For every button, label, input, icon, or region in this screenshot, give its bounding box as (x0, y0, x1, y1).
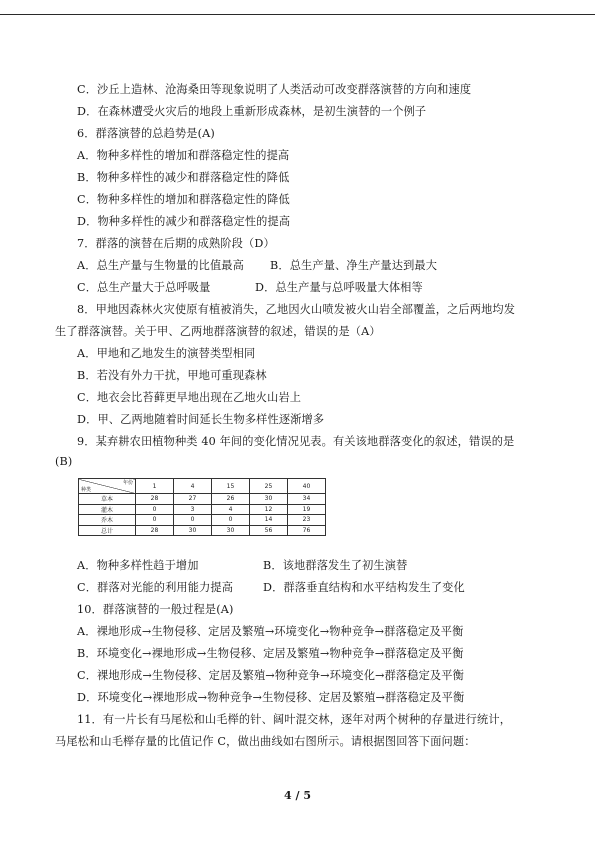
table-row (79, 504, 326, 515)
q7-option-d: D．总生产量与总呼吸量大体相等 (255, 281, 423, 294)
option-c-prev: C．沙丘上造林、沧海桑田等现象说明了人类活动可改变群落演替的方向和速度 (77, 83, 472, 96)
table-cell: 4 (212, 504, 250, 515)
q7-option-a: A．总生产量与生物量的比值最高 (77, 259, 244, 272)
year-cell: 4 (174, 479, 212, 494)
q10-option-b: B．环境变化→裸地形成→生物侵移、定居及繁殖→物种竞争→群落稳定及平衡 (77, 647, 464, 660)
question-11-line1: 11．有一片长有马尾松和山毛榉的针、阔叶混交林，逐年对两个树种的存量进行统计， (77, 713, 512, 726)
row-label: 灌木 (79, 504, 136, 515)
q10-option-a: A．裸地形成→生物侵移、定居及繁殖→环境变化→物种竞争→群落稳定及平衡 (77, 625, 464, 638)
row-label: 乔木 (79, 515, 136, 526)
table-cell: 30 (250, 494, 288, 505)
table-cell: 19 (288, 504, 326, 515)
question-10: 10．群落演替的一般过程是(A) (77, 603, 234, 616)
q9-option-d: D．群落垂直结构和水平结构发生了变化 (263, 581, 465, 594)
table-cell: 23 (288, 515, 326, 526)
table-row (79, 525, 326, 536)
option-d-prev: D．在森林遭受火灾后的地段上重新形成森林，是初生演替的一个例子 (77, 105, 427, 118)
row-label: 草本 (79, 494, 136, 505)
corner-label-year: 年份 (122, 480, 133, 486)
row-label: 总计 (79, 525, 136, 536)
q8-option-c: C．地衣会比苔藓更早地出现在乙地火山岩上 (77, 391, 302, 404)
table-row (79, 494, 326, 505)
year-cell: 40 (288, 479, 326, 494)
table-cell: 12 (250, 504, 288, 515)
q6-option-a: A．物种多样性的增加和群落稳定性的提高 (77, 149, 290, 162)
q10-option-d: D．环境变化→裸地形成→物种竞争→生物侵移、定居及繁殖→群落稳定及平衡 (77, 691, 465, 704)
question-9-line1: 9．某弃耕农田植物种类 40 年间的变化情况见表。有关该地群落变化的叙述，错误的是 (77, 435, 515, 448)
table-cell: 76 (288, 525, 326, 536)
question-9-line2: (B) (55, 455, 73, 468)
table-cell: 27 (174, 494, 212, 505)
question-8-line1: 8．甲地因森林火灾使原有植被消失，乙地因火山喷发被火山岩全部覆盖，之后两地均发 (77, 303, 516, 316)
q7-option-c: C．总生产量大于总呼吸量 (77, 281, 211, 294)
table-header-row (79, 479, 326, 494)
table-cell: 28 (136, 525, 174, 536)
table-row (79, 515, 326, 526)
table-cell: 14 (250, 515, 288, 526)
table-cell: 0 (136, 504, 174, 515)
page-number: 4 / 5 (284, 789, 311, 802)
question-6: 6．群落演替的总趋势是(A) (77, 127, 215, 140)
q8-option-d: D．甲、乙两地随着时间延长生物多样性逐渐增多 (77, 413, 325, 426)
table-cell: 30 (174, 525, 212, 536)
question-8-line2: 生了群落演替。关于甲、乙两地群落演替的叙述，错误的是（A） (55, 325, 381, 338)
table-cell: 56 (250, 525, 288, 536)
table-cell: 0 (212, 515, 250, 526)
table-cell: 34 (288, 494, 326, 505)
q10-option-c: C．裸地形成→生物侵移、定居及繁殖→物种竞争→环境变化→群落稳定及平衡 (77, 669, 464, 682)
corner-label-species: 种类 (81, 487, 92, 493)
q9-option-c: C．群落对光能的利用能力提高 (77, 581, 234, 594)
q8-option-a: A．甲地和乙地发生的演替类型相同 (77, 347, 256, 360)
table-corner-cell (79, 479, 136, 494)
table-cell: 26 (212, 494, 250, 505)
year-cell: 15 (212, 479, 250, 494)
table-cell: 3 (174, 504, 212, 515)
table-cell: 0 (136, 515, 174, 526)
q6-option-c: C．物种多样性的增加和群落稳定性的降低 (77, 193, 290, 206)
table-cell: 28 (136, 494, 174, 505)
q6-option-d: D．物种多样性的减少和群落稳定性的提高 (77, 215, 291, 228)
q6-option-b: B．物种多样性的减少和群落稳定性的降低 (77, 171, 290, 184)
question-7: 7．群落的演替在后期的成熟阶段（D） (77, 237, 275, 250)
q9-option-a: A．物种多样性趋于增加 (77, 559, 199, 572)
q7-option-b: B．总生产量、净生产量达到最大 (270, 259, 438, 272)
question-11-line2: 马尾松和山毛榉存量的比值记作 C，做出曲线如右图所示。请根据图回答下面问题： (55, 735, 476, 748)
species-table (78, 478, 326, 536)
header-rule (0, 14, 595, 15)
q9-option-b: B．该地群落发生了初生演替 (263, 559, 408, 572)
year-cell: 1 (136, 479, 174, 494)
table-cell: 30 (212, 525, 250, 536)
year-cell: 25 (250, 479, 288, 494)
q8-option-b: B．若没有外力干扰，甲地可重现森林 (77, 369, 267, 382)
table-cell: 0 (174, 515, 212, 526)
